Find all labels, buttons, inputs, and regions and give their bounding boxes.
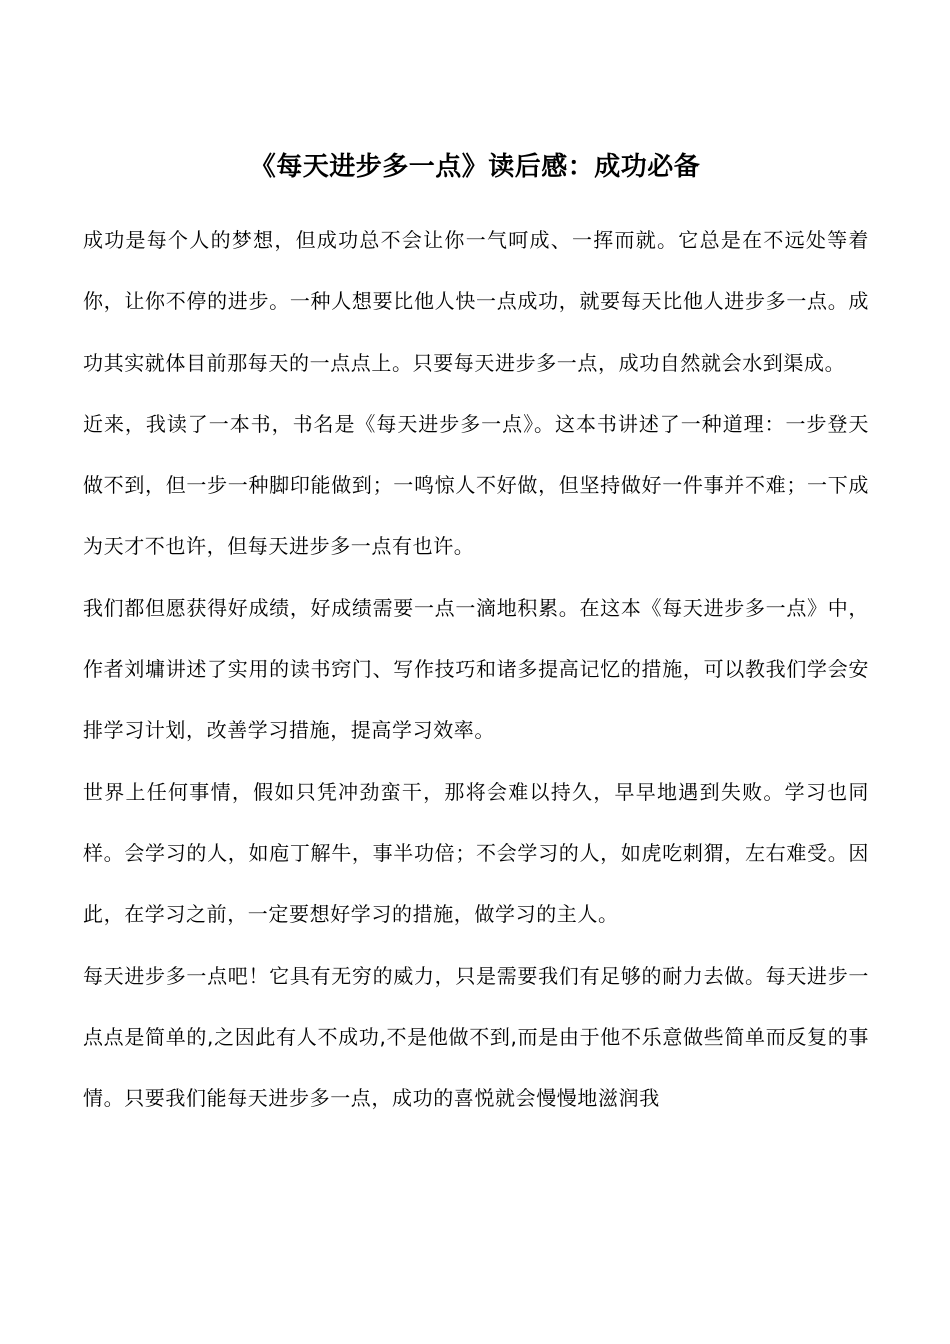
document-body xyxy=(83,210,869,1129)
document-title: 《每天进步多一点》读后感：成功必备 xyxy=(249,152,701,183)
paragraph-5: 每天进步多一点吧！它具有无穷的威力，只是需要我们有足够的耐力去做。每天进步一点点是简单的,之因此有人不成功,不是他做不到,而是由于他不乐意做些简单而反复的事情。只要我们能每天进步多一点，成功的喜悦就会慢慢地滋润我 xyxy=(83,963,869,1111)
paragraph-2: 近来，我读了一本书，书名是《每天进步多一点》。这本书讲述了一种道理：一步登天做不到，但一步一种脚印能做到；一鸣惊人不好做，但坚持做好一件事并不难；一下成为天才不也许，但每天进步多一点有也许。 xyxy=(83,411,869,559)
paragraph-1: 成功是每个人的梦想，但成功总不会让你一气呵成、一挥而就。它总是在不远处等着你，让你不停的进步。一种人想要比他人快一点成功，就要每天比他人进步多一点。成功其实就体目前那每天的一点点上。只要每天进步多一点，成功自然就会水到渠成。 xyxy=(83,228,869,375)
paragraph-4: 世界上任何事情，假如只凭冲劲蛮干，那将会难以持久，早早地遇到失败。学习也同样。会学习的人，如庖丁解牛，事半功倍；不会学习的人，如虎吃刺猬，左右难受。因此，在学习之前，一定要想好学习的措施，做学习的主人。 xyxy=(83,779,869,927)
paragraph-3: 我们都但愿获得好成绩，好成绩需要一点一滴地积累。在这本《每天进步多一点》中，作者刘墉讲述了实用的读书窍门、写作技巧和诸多提高记忆的措施，可以教我们学会安排学习计划，改善学习措施，提高学习效率。 xyxy=(83,595,869,743)
